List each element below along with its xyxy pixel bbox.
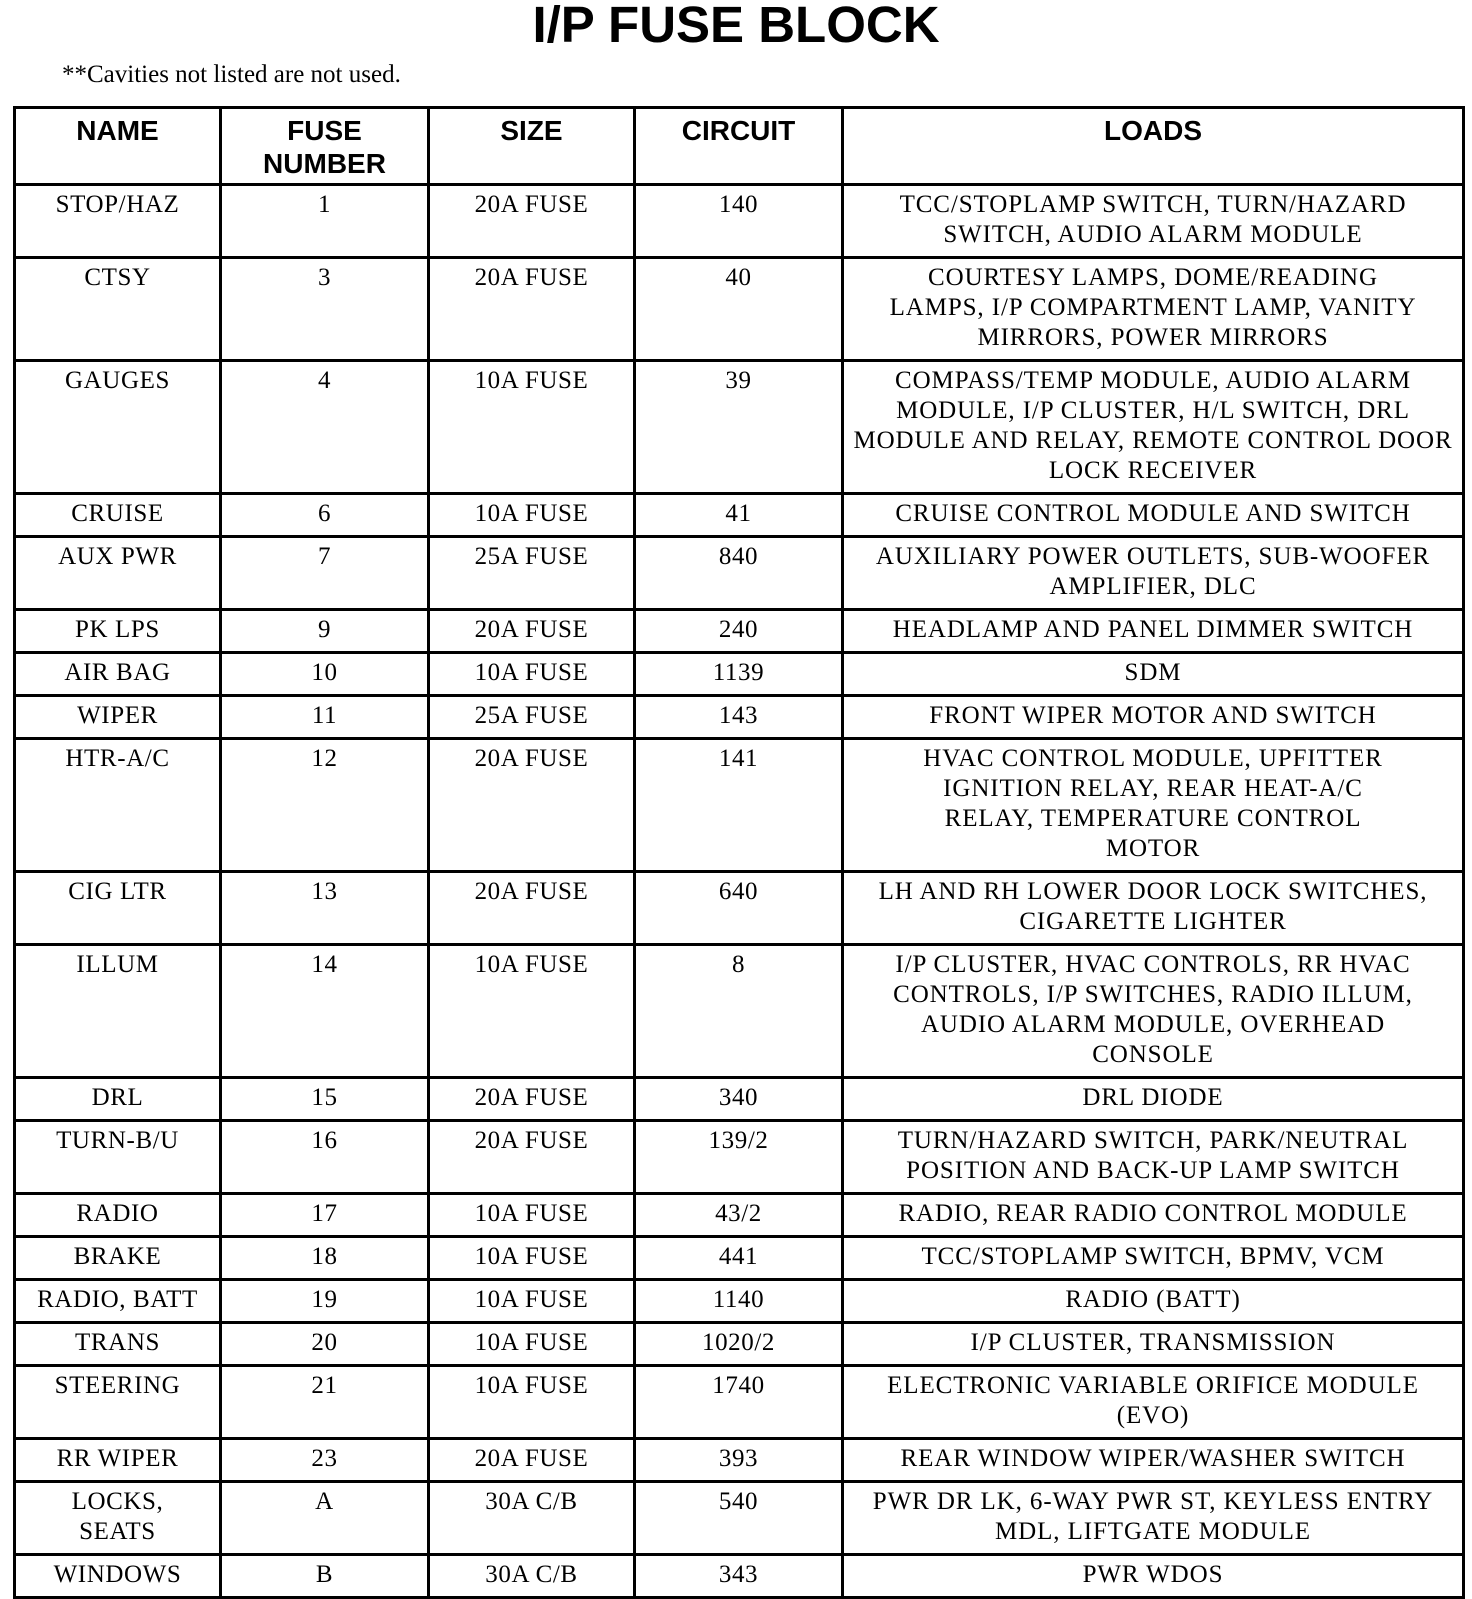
fuse-table-body xyxy=(15,185,1464,1598)
circuit-cell: 140 xyxy=(635,185,843,258)
table-row xyxy=(15,1280,1464,1323)
name-cell: WINDOWS xyxy=(15,1555,221,1598)
loads-cell: COURTESY LAMPS, DOME/READING LAMPS, I/P COMPARTMENT LAMP, VANITY MIRRORS, POWER MIRRORS xyxy=(843,258,1464,361)
circuit-cell: 540 xyxy=(635,1482,843,1555)
size-cell: 10A FUSE xyxy=(429,945,635,1078)
name-cell: ILLUM xyxy=(15,945,221,1078)
loads-cell: PWR DR LK, 6-WAY PWR ST, KEYLESS ENTRY MDL, LIFTGATE MODULE xyxy=(843,1482,1464,1555)
header-fuse-number: FUSE NUMBER xyxy=(221,108,429,185)
cavities-note: **Cavities not listed are not used. xyxy=(62,61,401,88)
header-circuit: CIRCUIT xyxy=(635,108,843,185)
fuse-number-cell: 18 xyxy=(221,1237,429,1280)
circuit-cell: 393 xyxy=(635,1439,843,1482)
table-row xyxy=(15,1366,1464,1439)
fuse-number-cell: 3 xyxy=(221,258,429,361)
size-cell: 30A C/B xyxy=(429,1555,635,1598)
table-row xyxy=(15,1439,1464,1482)
size-cell: 10A FUSE xyxy=(429,653,635,696)
table-row xyxy=(15,185,1464,258)
name-cell: TURN-B/U xyxy=(15,1121,221,1194)
fuse-number-cell: 15 xyxy=(221,1078,429,1121)
loads-cell: SDM xyxy=(843,653,1464,696)
loads-cell: FRONT WIPER MOTOR AND SWITCH xyxy=(843,696,1464,739)
name-cell: BRAKE xyxy=(15,1237,221,1280)
fuse-number-cell: 1 xyxy=(221,185,429,258)
size-cell: 20A FUSE xyxy=(429,739,635,872)
size-cell: 20A FUSE xyxy=(429,258,635,361)
loads-cell: AUXILIARY POWER OUTLETS, SUB-WOOFER AMPLIFIER, DLC xyxy=(843,537,1464,610)
fuse-table xyxy=(13,106,1465,1599)
loads-cell: CRUISE CONTROL MODULE AND SWITCH xyxy=(843,494,1464,537)
circuit-cell: 240 xyxy=(635,610,843,653)
size-cell: 10A FUSE xyxy=(429,361,635,494)
fuse-number-cell: 14 xyxy=(221,945,429,1078)
name-cell: PK LPS xyxy=(15,610,221,653)
name-cell: RADIO xyxy=(15,1194,221,1237)
name-cell: STEERING xyxy=(15,1366,221,1439)
loads-cell: TCC/STOPLAMP SWITCH, BPMV, VCM xyxy=(843,1237,1464,1280)
loads-cell: I/P CLUSTER, TRANSMISSION xyxy=(843,1323,1464,1366)
fuse-number-cell: 17 xyxy=(221,1194,429,1237)
header-size: SIZE xyxy=(429,108,635,185)
size-cell: 20A FUSE xyxy=(429,1078,635,1121)
name-cell: TRANS xyxy=(15,1323,221,1366)
size-cell: 20A FUSE xyxy=(429,185,635,258)
fuse-number-cell: 12 xyxy=(221,739,429,872)
table-header-row xyxy=(15,108,1464,185)
name-cell: RR WIPER xyxy=(15,1439,221,1482)
circuit-cell: 1140 xyxy=(635,1280,843,1323)
circuit-cell: 143 xyxy=(635,696,843,739)
name-cell: STOP/HAZ xyxy=(15,185,221,258)
size-cell: 10A FUSE xyxy=(429,1366,635,1439)
table-row xyxy=(15,610,1464,653)
circuit-cell: 1020/2 xyxy=(635,1323,843,1366)
circuit-cell: 840 xyxy=(635,537,843,610)
table-row xyxy=(15,494,1464,537)
loads-cell: I/P CLUSTER, HVAC CONTROLS, RR HVAC CONTROLS, I/P SWITCHES, RADIO ILLUM, AUDIO ALARM MODULE, OVERHEAD CONSOLE xyxy=(843,945,1464,1078)
circuit-cell: 1740 xyxy=(635,1366,843,1439)
size-cell: 10A FUSE xyxy=(429,1280,635,1323)
loads-cell: LH AND RH LOWER DOOR LOCK SWITCHES, CIGARETTE LIGHTER xyxy=(843,872,1464,945)
loads-cell: DRL DIODE xyxy=(843,1078,1464,1121)
size-cell: 20A FUSE xyxy=(429,872,635,945)
table-row xyxy=(15,945,1464,1078)
circuit-cell: 141 xyxy=(635,739,843,872)
circuit-cell: 43/2 xyxy=(635,1194,843,1237)
table-row xyxy=(15,1121,1464,1194)
circuit-cell: 640 xyxy=(635,872,843,945)
name-cell: CIG LTR xyxy=(15,872,221,945)
table-row xyxy=(15,258,1464,361)
size-cell: 20A FUSE xyxy=(429,1439,635,1482)
size-cell: 25A FUSE xyxy=(429,696,635,739)
circuit-cell: 39 xyxy=(635,361,843,494)
circuit-cell: 8 xyxy=(635,945,843,1078)
size-cell: 20A FUSE xyxy=(429,610,635,653)
loads-cell: HVAC CONTROL MODULE, UPFITTER IGNITION RELAY, REAR HEAT-A/C RELAY, TEMPERATURE CONTROL MOTOR xyxy=(843,739,1464,872)
size-cell: 20A FUSE xyxy=(429,1121,635,1194)
table-row xyxy=(15,537,1464,610)
table-row xyxy=(15,1482,1464,1555)
circuit-cell: 41 xyxy=(635,494,843,537)
fuse-number-cell: 11 xyxy=(221,696,429,739)
fuse-number-cell: 19 xyxy=(221,1280,429,1323)
table-row xyxy=(15,361,1464,494)
circuit-cell: 441 xyxy=(635,1237,843,1280)
size-cell: 10A FUSE xyxy=(429,494,635,537)
fuse-number-cell: 13 xyxy=(221,872,429,945)
name-cell: CTSY xyxy=(15,258,221,361)
table-row xyxy=(15,1194,1464,1237)
fuse-number-cell: 10 xyxy=(221,653,429,696)
size-cell: 10A FUSE xyxy=(429,1323,635,1366)
name-cell: AUX PWR xyxy=(15,537,221,610)
page-title: I/P FUSE BLOCK xyxy=(532,0,940,53)
table-row xyxy=(15,739,1464,872)
table-row xyxy=(15,1237,1464,1280)
fuse-number-cell: 16 xyxy=(221,1121,429,1194)
circuit-cell: 40 xyxy=(635,258,843,361)
table-row xyxy=(15,1555,1464,1598)
loads-cell: PWR WDOS xyxy=(843,1555,1464,1598)
size-cell: 30A C/B xyxy=(429,1482,635,1555)
size-cell: 10A FUSE xyxy=(429,1237,635,1280)
name-cell: HTR-A/C xyxy=(15,739,221,872)
fuse-number-cell: A xyxy=(221,1482,429,1555)
table-row xyxy=(15,1323,1464,1366)
loads-cell: COMPASS/TEMP MODULE, AUDIO ALARM MODULE, I/P CLUSTER, H/L SWITCH, DRL MODULE AND RELAY, REMOTE CONTROL DOOR LOCK RECEIVER xyxy=(843,361,1464,494)
circuit-cell: 1139 xyxy=(635,653,843,696)
name-cell: GAUGES xyxy=(15,361,221,494)
fuse-number-cell: 7 xyxy=(221,537,429,610)
circuit-cell: 340 xyxy=(635,1078,843,1121)
loads-cell: TCC/STOPLAMP SWITCH, TURN/HAZARD SWITCH, AUDIO ALARM MODULE xyxy=(843,185,1464,258)
fuse-number-cell: 4 xyxy=(221,361,429,494)
fuse-number-cell: 23 xyxy=(221,1439,429,1482)
table-row xyxy=(15,872,1464,945)
loads-cell: HEADLAMP AND PANEL DIMMER SWITCH xyxy=(843,610,1464,653)
fuse-number-cell: 20 xyxy=(221,1323,429,1366)
header-name: NAME xyxy=(15,108,221,185)
table-row xyxy=(15,1078,1464,1121)
size-cell: 25A FUSE xyxy=(429,537,635,610)
circuit-cell: 139/2 xyxy=(635,1121,843,1194)
loads-cell: TURN/HAZARD SWITCH, PARK/NEUTRAL POSITION AND BACK-UP LAMP SWITCH xyxy=(843,1121,1464,1194)
size-cell: 10A FUSE xyxy=(429,1194,635,1237)
circuit-cell: 343 xyxy=(635,1555,843,1598)
name-cell: DRL xyxy=(15,1078,221,1121)
table-row xyxy=(15,696,1464,739)
fuse-number-cell: B xyxy=(221,1555,429,1598)
name-cell: CRUISE xyxy=(15,494,221,537)
name-cell: LOCKS, SEATS xyxy=(15,1482,221,1555)
table-row xyxy=(15,653,1464,696)
loads-cell: REAR WINDOW WIPER/WASHER SWITCH xyxy=(843,1439,1464,1482)
name-cell: RADIO, BATT xyxy=(15,1280,221,1323)
fuse-number-cell: 21 xyxy=(221,1366,429,1439)
loads-cell: ELECTRONIC VARIABLE ORIFICE MODULE (EVO) xyxy=(843,1366,1464,1439)
fuse-number-cell: 6 xyxy=(221,494,429,537)
loads-cell: RADIO, REAR RADIO CONTROL MODULE xyxy=(843,1194,1464,1237)
fuse-number-cell: 9 xyxy=(221,610,429,653)
loads-cell: RADIO (BATT) xyxy=(843,1280,1464,1323)
name-cell: WIPER xyxy=(15,696,221,739)
name-cell: AIR BAG xyxy=(15,653,221,696)
header-loads: LOADS xyxy=(843,108,1464,185)
